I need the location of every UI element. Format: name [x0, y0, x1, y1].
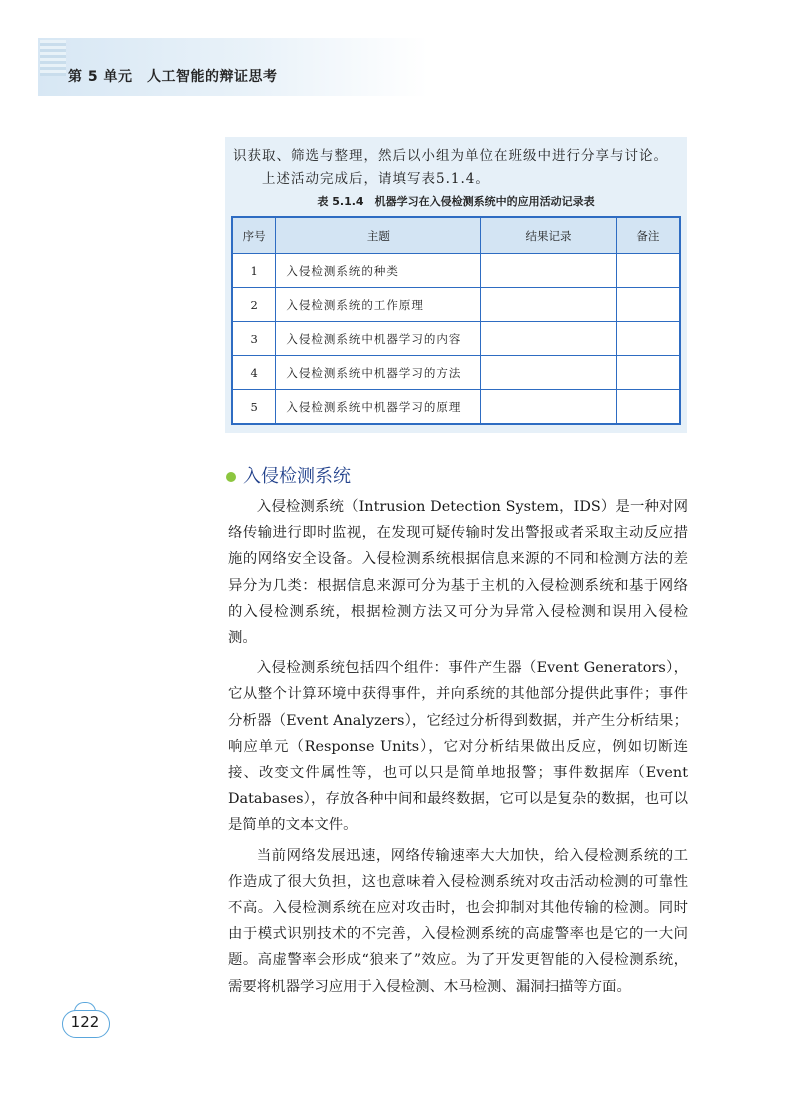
column-header-note: 备注	[616, 217, 680, 254]
row-topic: 入侵检测系统中机器学习的内容	[276, 322, 481, 356]
body-paragraph: 当前网络发展迅速，网络传输速率大大加快，给入侵检测系统的工作造成了很大负担，这也意味着入侵检测系统对攻击活动检测的可靠性不高。入侵检测系统在应对攻击时，也会抑制对其他传输的检测。同时由于模式识别技术的不完善，入侵检测系统的高虚警率也是它的一大问题。高虚警率会形成“狼来了”效应。为了开发更智能的入侵检测系统，需要将机器学习应用于入侵检测、木马检测、漏洞扫描等方面。	[228, 847, 688, 995]
row-topic: 入侵检测系统中机器学习的方法	[276, 356, 481, 390]
note-cell[interactable]	[616, 356, 680, 390]
row-number: 2	[232, 288, 276, 322]
section-title: 入侵检测系统	[243, 466, 351, 487]
note-cell[interactable]	[616, 390, 680, 425]
body-paragraph: 入侵检测系统（Intrusion Detection System，IDS）是一种对网络传输进行即时监视，在发现可疑传输时发出警报或者采取主动反应措施的网络安全设备。入侵检测系统根据信息来源的不同和检测方法的差异分为几类：根据信息来源可分为基于主机的入侵检测系统和基于网络的入侵检测系统，根据检测方法又可分为异常入侵检测和误用入侵检测。	[228, 499, 688, 647]
table-row	[232, 356, 680, 390]
body-paragraph: 入侵检测系统包括四个组件：事件产生器（Event Generators），它从整个计算环境中获得事件，并向系统的其他部分提供此事件；事件分析器（Event Analyzers），它经过分析得到数据，并产生分析结果；响应单元（Response Units），它对分析结果做出反应，例如切断连接、改变文件属性等，也可以只是简单地报警；事件数据库（Event Databases），存放各种中间和最终数据，它可以是复杂的数据，也可以是简单的文本文件。	[228, 660, 688, 834]
activity-text-line-1: 识获取、筛选与整理，然后以小组为单位在班级中进行分享与讨论。	[233, 148, 668, 164]
chapter-title: 第 5 单元 人工智能的辩证思考	[68, 69, 278, 85]
row-topic: 入侵检测系统的工作原理	[276, 288, 481, 322]
note-cell[interactable]	[616, 254, 680, 288]
note-cell[interactable]	[616, 288, 680, 322]
note-cell[interactable]	[616, 322, 680, 356]
row-number: 1	[232, 254, 276, 288]
header-decoration-icon	[40, 40, 66, 76]
activity-record-table	[231, 216, 681, 425]
table-row	[232, 322, 680, 356]
result-cell[interactable]	[481, 390, 616, 425]
table-caption: 表 5.1.4 机器学习在入侵检测系统中的应用活动记录表	[317, 195, 595, 208]
result-cell[interactable]	[481, 356, 616, 390]
result-cell[interactable]	[481, 254, 616, 288]
section-body	[228, 494, 688, 1004]
row-topic: 入侵检测系统中机器学习的原理	[276, 390, 481, 425]
section-bullet-icon	[226, 472, 236, 482]
activity-text-line-2: 上述活动完成后，请填写表5.1.4。	[262, 171, 490, 187]
page-number: 122	[70, 1013, 100, 1031]
row-number: 5	[232, 390, 276, 425]
row-number: 4	[232, 356, 276, 390]
column-header-topic: 主题	[276, 217, 481, 254]
table-row	[232, 390, 680, 425]
result-cell[interactable]	[481, 322, 616, 356]
row-number: 3	[232, 322, 276, 356]
row-topic: 入侵检测系统的种类	[276, 254, 481, 288]
column-header-result: 结果记录	[481, 217, 616, 254]
table-header-row	[232, 217, 680, 254]
column-header-number: 序号	[232, 217, 276, 254]
table-row	[232, 288, 680, 322]
result-cell[interactable]	[481, 288, 616, 322]
table-row	[232, 254, 680, 288]
